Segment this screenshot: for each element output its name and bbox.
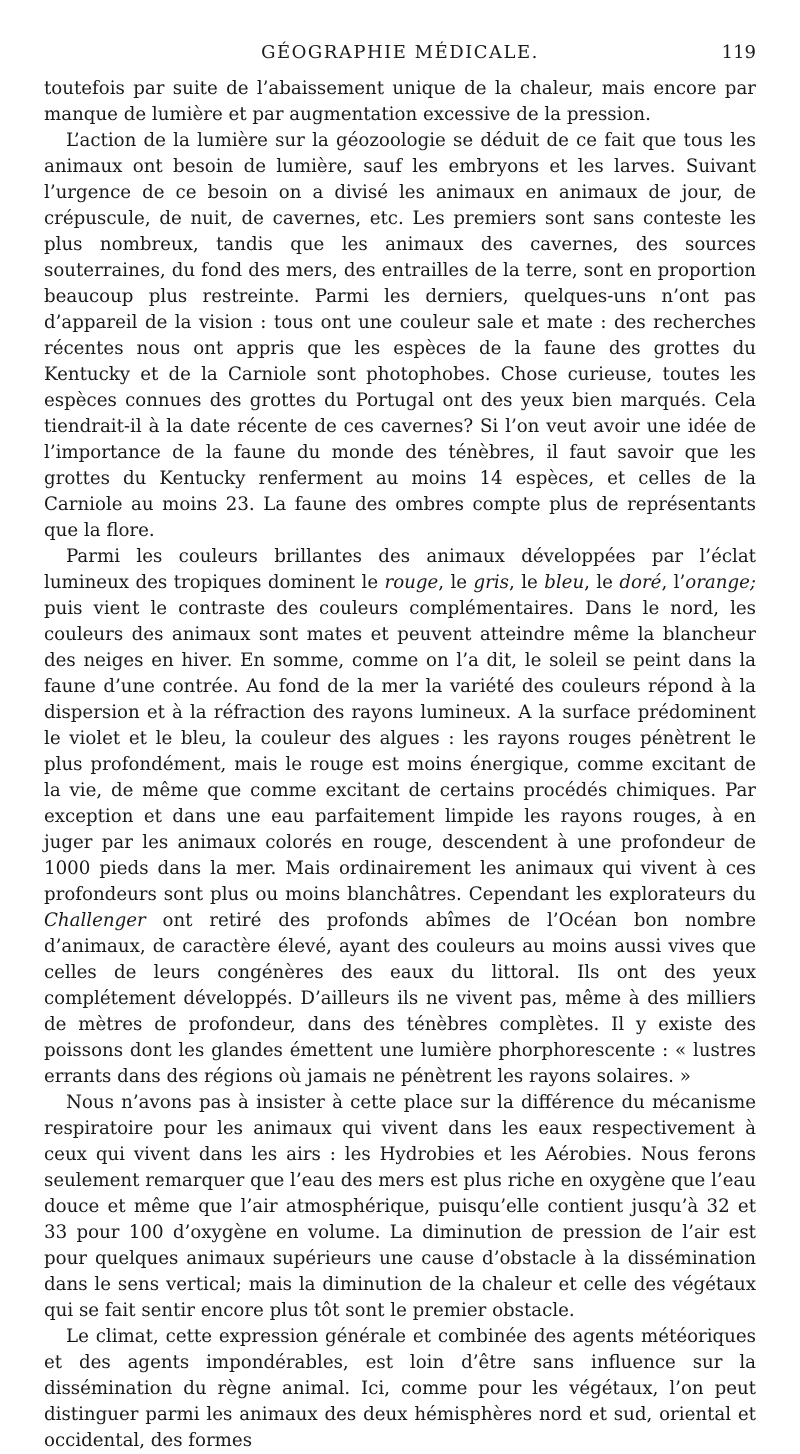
body-text <box>44 76 756 1454</box>
italic-text: bleu <box>544 572 585 593</box>
text-run: , le <box>509 572 545 593</box>
text-run: , le <box>438 572 474 593</box>
page-number: 119 <box>721 42 756 63</box>
italic-text: doré <box>619 572 662 593</box>
text-run: , l’ <box>661 572 686 593</box>
text-run: , le <box>584 572 620 593</box>
running-header <box>44 40 756 68</box>
text-run: Parmi les couleurs brillantes des animaux développées par l’éclat lumineux des tropiques dominent le <box>44 546 756 593</box>
paragraph <box>44 544 756 1090</box>
text-run: Nous n’avons pas à insister à cette place sur la différence du mécanisme respiratoire pour les animaux qui vivent dans les eaux respectivement à ceux qui vivent dans les airs : les Hydrobies et les Aérobies. Nous ferons seulement remarquer que l’eau des mers est plus riche en oxygène que l’eau douce et même que l’air atmosphérique, puisqu’elle contient jusqu’à 32 et 33 pour 100 d’oxygène en volume. La diminution de pression de l’air est pour quelques animaux supérieurs une cause d’obstacle à la dissémination dans le sens vertical; mais la diminution de la chaleur et celle des végétaux qui se fait sentir encore plus tôt sont le premier obstacle. <box>44 1092 756 1321</box>
italic-text: Challenger <box>44 910 146 931</box>
italic-text: gris <box>473 572 509 593</box>
paragraph <box>44 1090 756 1324</box>
paragraph <box>44 128 756 544</box>
running-title: GÉOGRAPHIE MÉDICALE. <box>261 42 539 63</box>
italic-text: orange; <box>685 572 756 593</box>
paragraph <box>44 76 756 128</box>
text-run: Le climat, cette expression générale et combinée des agents météoriques et des agents impondérables, est loin d’être sans influence sur la dissémination du règne animal. Ici, comme pour les végétaux, l’on peut distinguer parmi les animaux des deux hémisphères nord et sud, oriental et occidental, des formes <box>44 1326 756 1451</box>
italic-text: rouge <box>384 572 439 593</box>
text-run: ont retiré des profonds abîmes de l’Océan bon nombre d’animaux, de caractère élevé, ayant des couleurs au moins aussi vives que celles de leurs congénères des eaux du littoral. Ils ont des yeux complétement développés. D’ailleurs ils ne vivent pas, même à des milliers de mètres de profondeur, dans des ténèbres complètes. Il y existe des poissons dont les glandes émettent une lumière phorphorescente : « lustres errants dans des régions où jamais ne pénètrent les rayons solaires. » <box>44 910 756 1087</box>
paragraph <box>44 1324 756 1454</box>
text-run: puis vient le contraste des couleurs complémentaires. Dans le nord, les couleurs des animaux sont mates et peuvent atteindre même la blancheur des neiges en hiver. En somme, comme on l’a dit, le soleil se peint dans la faune d’une contrée. Au fond de la mer la variété des couleurs répond à la dispersion et à la réfraction des rayons lumineux. A la surface prédominent le violet et le bleu, la couleur des algues : les rayons rouges pénètrent le plus profondément, mais le rouge est moins énergique, comme excitant de la vie, de même que comme excitant de certains procédés chimiques. Par exception et dans une eau parfaitement limpide les rayons rouges, à en juger par les animaux colorés en rouge, descendent à une profondeur de 1000 pieds dans la mer. Mais ordinairement les animaux qui vivent à ces profondeurs sont plus ou moins blanchâtres. Cependant les explorateurs du <box>44 598 756 905</box>
text-run: toutefois par suite de l’abaissement unique de la chaleur, mais encore par manque de lumière et par augmentation excessive de la pression. <box>44 78 756 125</box>
text-run: L’action de la lumière sur la géozoologie se déduit de ce fait que tous les animaux ont besoin de lumière, sauf les embryons et les larves. Suivant l’urgence de ce besoin on a divisé les animaux en animaux de jour, de crépuscule, de nuit, de cavernes, etc. Les premiers sont sans conteste les plus nombreux, tandis que les animaux des cavernes, des sources souterraines, du fond des mers, des entrailles de la terre, sont en proportion beaucoup plus restreinte. Parmi les derniers, quelques-uns n’ont pas d’appareil de la vision : tous ont une couleur sale et mate : des recherches récentes nous ont appris que les espèces de la faune des grottes du Kentucky et de la Carniole sont photophobes. Chose curieuse, toutes les espèces connues des grottes du Portugal ont des yeux bien marqués. Cela tiendrait-il à la date récente de ces cavernes? Si l’on veut avoir une idée de l’importance de la faune du monde des ténèbres, il faut savoir que les grottes du Kentucky renferment au moins 14 espèces, et celles de la Carniole au moins 23. La faune des ombres compte plus de représentants que la flore. <box>44 130 756 541</box>
book-page <box>44 40 756 1454</box>
